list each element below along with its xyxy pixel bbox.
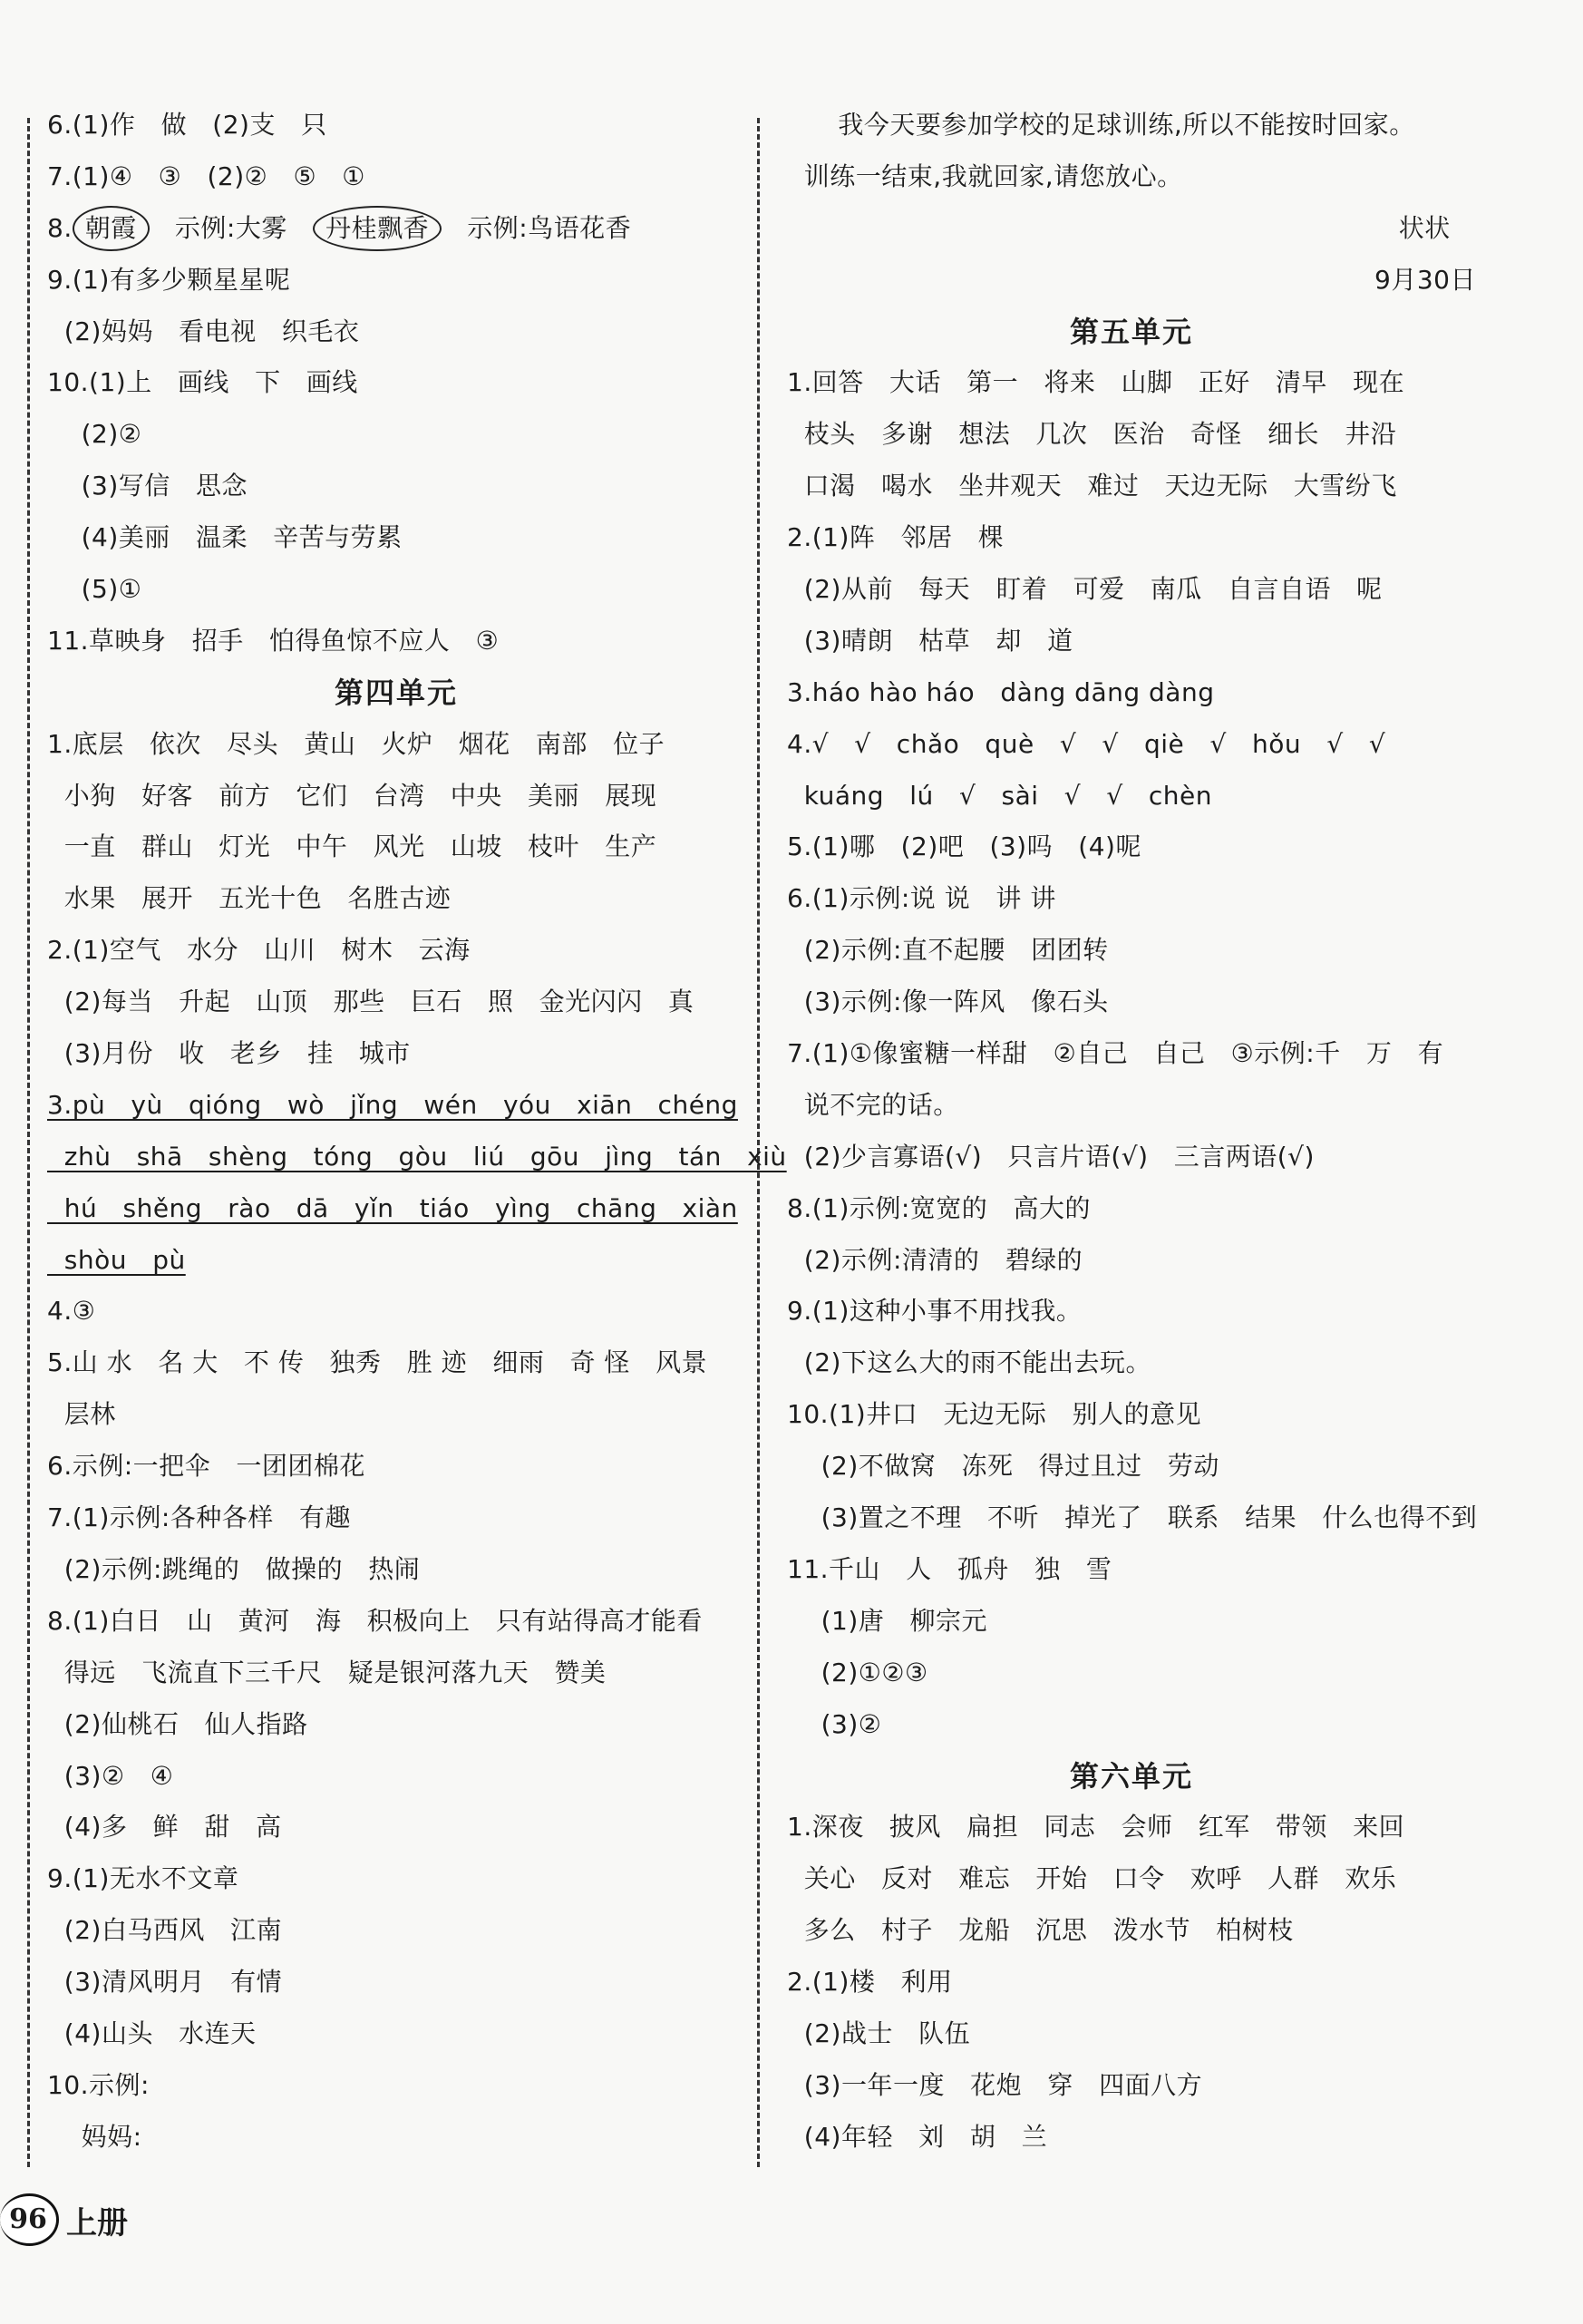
right-answer-line: 我今天要参加学校的足球训练,所以不能按时回家。	[787, 110, 1415, 140]
left-answer-line: 层林	[47, 1399, 116, 1430]
left-answer-line: (3)月份 收 老乡 挂 城市	[47, 1038, 411, 1069]
volume-label: 上册	[66, 2204, 128, 2241]
left-answer-line: 7.(1)④ ③ (2)② ⑤ ①	[47, 160, 365, 191]
right-column	[787, 100, 1476, 2164]
right-answer-line: 4.√ √ chǎo què √ √ qiè √ hǒu √ √	[787, 728, 1386, 759]
right-answer-line: (2)战士 队伍	[787, 2018, 971, 2048]
pinyin-answer-line: shòu pù	[47, 1244, 186, 1275]
left-answer-line: 水果 展开 五光十色 名胜古迹	[47, 883, 452, 914]
right-answer-line: (3)置之不理 不听 掉光了 联系 结果 什么也得不到	[787, 1502, 1478, 1533]
left-answer-line: (3)清风明月 有情	[47, 1967, 283, 1998]
left-column	[47, 100, 787, 2164]
right-answer-line: 口渴 喝水 坐井观天 难过 天边无际 大雪纷飞	[787, 471, 1397, 501]
right-answer-line: 2.(1)楼 利用	[787, 1967, 953, 1998]
left-answer-line: 小狗 好客 前方 它们 台湾 中央 美丽 展现	[47, 780, 657, 811]
right-answer-line: 多么 村子 龙船 沉思 泼水节 柏树枝	[787, 1915, 1294, 1946]
left-answer-line: 9.(1)有多少颗星星呢	[47, 264, 291, 295]
left-answer-line: 10.(1)上 画线 下 画线	[47, 367, 358, 398]
unit-heading: 第五单元	[1069, 314, 1193, 349]
right-answer-line: 10.(1)井口 无边无际 别人的意见	[787, 1399, 1202, 1430]
right-answer-line: 7.(1)①像蜜糖一样甜 ②自己 自己 ③示例:千 万 有	[787, 1038, 1444, 1069]
pinyin-answer-line: 3.pù yù qióng wò jǐng wén yóu xiān chéng	[47, 1089, 738, 1120]
right-answer-line: 1.回答 大话 第一 将来 山脚 正好 清早 现在	[787, 367, 1405, 398]
left-answer-line: 10.示例:	[47, 2069, 150, 2100]
right-answer-line: 6.(1)示例:说 说 讲 讲	[787, 883, 1056, 914]
left-answer-line: (3)② ④	[47, 1760, 174, 1791]
right-answer-line: (3)示例:像一阵风 像石头	[787, 987, 1109, 1017]
left-dashed-divider	[27, 118, 30, 2167]
left-answer-line: (3)写信 思念	[47, 471, 248, 501]
left-answer-line: 11.草映身 招手 怕得鱼惊不应人 ③	[47, 625, 500, 656]
left-answer-line: (4)多 鲜 甜 高	[47, 1812, 282, 1843]
right-answer-line: 8.(1)示例:宽宽的 高大的	[787, 1192, 1092, 1223]
left-answer-line: 4.③	[47, 1296, 96, 1327]
right-answer-line: 11.千山 人 孤舟 独 雪	[787, 1553, 1112, 1584]
right-answer-line: (2)下这么大的雨不能出去玩。	[787, 1347, 1151, 1378]
left-answer-line: 7.(1)示例:各种各样 有趣	[47, 1502, 352, 1533]
right-answer-line: (3)一年一度 花炮 穿 四面八方	[787, 2069, 1203, 2100]
answer-text: 8.	[47, 212, 73, 243]
unit-heading: 第六单元	[1069, 1758, 1193, 1794]
left-answer-line: 得远 飞流直下三千尺 疑是银河落九天 赞美	[47, 1657, 607, 1687]
left-answer-line: 2.(1)空气 水分 山川 树木 云海	[47, 935, 471, 966]
right-answer-line: (1)唐 柳宗元	[787, 1605, 987, 1636]
page-number: 96	[0, 2193, 59, 2246]
right-answer-line: 枝头 多谢 想法 几次 医治 奇怪 细长 井沿	[787, 419, 1397, 450]
left-answer-line: (5)①	[47, 574, 142, 605]
left-answer-line: (2)妈妈 看电视 织毛衣	[47, 316, 360, 346]
right-answer-line: 5.(1)哪 (2)吧 (3)吗 (4)呢	[787, 831, 1141, 862]
right-answer-line: 3.háo hào háo dàng dāng dàng	[787, 676, 1215, 707]
answer-text: 示例:鸟语花香	[442, 212, 632, 243]
right-answer-line: (2)不做窝 冻死 得过且过 劳动	[787, 1451, 1219, 1482]
left-answer-line: (4)山头 水连天	[47, 2018, 257, 2048]
left-answer-line: (2)②	[47, 419, 142, 450]
circled-answer: 朝霞	[73, 206, 150, 251]
right-answer-line: 关心 反对 难忘 开始 口令 欢呼 人群 欢乐	[787, 1863, 1397, 1894]
right-answer-line: 说不完的话。	[787, 1089, 959, 1120]
left-answer-line: (4)美丽 温柔 辛苦与劳累	[47, 522, 403, 553]
left-answer-line: (2)每当 升起 山顶 那些 巨石 照 金光闪闪 真	[47, 987, 694, 1017]
pinyin-answer-line: hú shěng rào dā yǐn tiáo yìng chāng xiàn	[47, 1192, 738, 1223]
left-answer-line: (2)仙桃石 仙人指路	[47, 1708, 308, 1739]
right-answer-line: (2)示例:直不起腰 团团转	[787, 935, 1109, 966]
left-answer-line: 8.(1)白日 山 黄河 海 积极向上 只有站得高才能看	[47, 1605, 703, 1636]
left-answer-line: (2)示例:跳绳的 做操的 热闹	[47, 1553, 421, 1584]
unit-heading: 第四单元	[334, 675, 458, 710]
right-answer-line: (2)从前 每天 盯着 可爱 南瓜 自言自语 呢	[787, 574, 1383, 605]
answer-text: 示例:大雾	[149, 212, 314, 243]
right-answer-line: 9.(1)这种小事不用找我。	[787, 1296, 1083, 1327]
right-answer-line: 训练一结束,我就回家,请您放心。	[787, 160, 1183, 191]
right-answer-line: (3)晴朗 枯草 却 道	[787, 625, 1073, 656]
left-answer-line	[47, 203, 745, 255]
right-answer-line: (2)少言寡语(√) 只言片语(√) 三言两语(√)	[787, 1141, 1315, 1172]
circled-answer: 丹桂飘香	[313, 206, 442, 251]
right-answer-line: 2.(1)阵 邻居 棵	[787, 522, 1005, 553]
left-answer-line: 1.底层 依次 尽头 黄山 火炉 烟花 南部 位子	[47, 728, 665, 759]
left-answer-line: 一直 群山 灯光 中午 风光 山坡 枝叶 生产	[47, 831, 657, 862]
left-answer-line: 6.(1)作 做 (2)支 只	[47, 110, 327, 140]
page-footer	[0, 2193, 128, 2247]
right-answer-line: kuáng lú √ sài √ √ chèn	[787, 780, 1212, 811]
left-answer-line: 6.示例:一把伞 一团团棉花	[47, 1451, 365, 1482]
right-answer-line: (3)②	[787, 1708, 882, 1739]
signature-line: 状状	[1398, 212, 1476, 243]
right-answer-line: (2)示例:清清的 碧绿的	[787, 1244, 1083, 1275]
right-answer-line: (2)①②③	[787, 1657, 928, 1687]
left-answer-line: 妈妈:	[47, 2121, 142, 2152]
left-answer-line: (2)白马西风 江南	[47, 1915, 283, 1946]
right-answer-line: (4)年轻 刘 胡 兰	[787, 2121, 1048, 2152]
left-answer-line: 9.(1)无水不文章	[47, 1863, 239, 1894]
pinyin-answer-line: zhù shā shèng tóng gòu liú gōu jìng tán xiù	[47, 1141, 787, 1172]
right-answer-line: 1.深夜 披风 扁担 同志 会师 红军 带领 来回	[787, 1812, 1405, 1843]
left-answer-line: 5.山 水 名 大 不 传 独秀 胜 迹 细雨 奇 怪 风景	[47, 1347, 708, 1378]
signature-line: 9月30日	[1374, 264, 1476, 295]
